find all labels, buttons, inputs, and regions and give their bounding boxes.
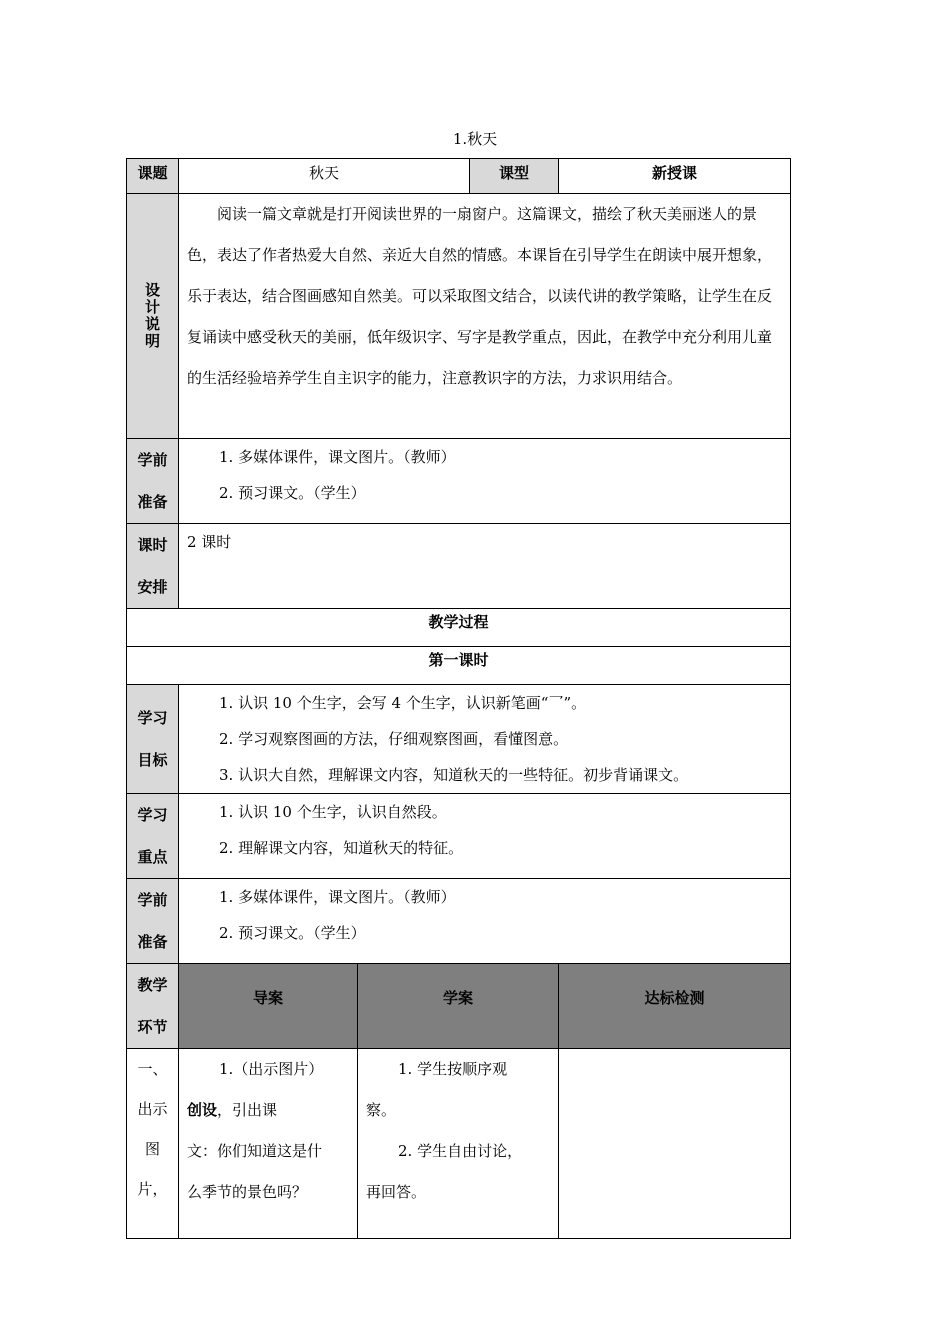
focus-label: 学习 重点: [127, 794, 179, 879]
schedule-row: [127, 524, 791, 609]
goals-label: 学习 目标: [127, 685, 179, 794]
goal-item: 1. 认识 10 个生字，会写 4 个生字，认识新笔画“乛”。: [219, 694, 587, 712]
type-label: 课型: [470, 159, 559, 194]
lesson-plan-table: [126, 158, 791, 1239]
focus-item: 2. 理解课文内容，知道秋天的特征。: [219, 839, 464, 857]
stage1-check: [559, 1049, 791, 1239]
focus-content: [179, 794, 791, 879]
prep1-item: 2. 预习课文。（学生）: [219, 484, 366, 502]
emphasis-text: 创设: [187, 1101, 218, 1119]
topic-label: 课题: [127, 159, 179, 194]
stage1-guide: 1.（出示图片） 创设，引出课 文：你们知道这是什 么季节的景色吗？: [179, 1049, 358, 1239]
col-guide-header: 导案: [179, 964, 358, 1049]
schedule-label: 课时 安排: [127, 524, 179, 609]
prep1-row: [127, 439, 791, 524]
prep2-label: 学前 准备: [127, 879, 179, 964]
goals-row: [127, 685, 791, 794]
goals-content: [179, 685, 791, 794]
document-title: 1.秋天: [452, 130, 498, 148]
col-study-header: 学案: [358, 964, 559, 1049]
lesson1-title: 第一课时: [127, 647, 791, 685]
focus-item: 1. 认识 10 个生字，认识自然段。: [219, 803, 447, 821]
prep2-item: 2. 预习课文。（学生）: [219, 924, 366, 942]
stage1-label: 一、 出示 图 片，: [127, 1049, 179, 1239]
stage-header-row: [127, 964, 791, 1049]
schedule-value: 2 课时: [179, 524, 791, 609]
goal-item: 3. 认识大自然，理解课文内容，知道秋天的一些特征。初步背诵课文。: [219, 766, 689, 784]
focus-row: [127, 794, 791, 879]
process-title: 教学过程: [127, 609, 791, 647]
topic-row: [127, 159, 791, 194]
stage-label: 教学 环节: [127, 964, 179, 1049]
stage1-study: 1. 学生按顺序观 察。 2. 学生自由讨论， 再回答。: [358, 1049, 559, 1239]
type-value: 新授课: [559, 159, 791, 194]
prep2-content: [179, 879, 791, 964]
prep1-label: 学前 准备: [127, 439, 179, 524]
design-text: 阅读一篇文章就是打开阅读世界的一扇窗户。这篇课文，描绘了秋天美丽迷人的景色，表达了作者热爱大自然、亲近大自然的情感。本课旨在引导学生在朗读中展开想象，乐于表达，结合图画感知自然美。可以采取图文结合，以读代讲的教学策略，让学生在反复诵读中感受秋天的美丽，低年级识字、写字是教学重点，因此，在教学中充分利用儿童的生活经验培养学生自主识字的能力，注意教识字的方法，力求识用结合。: [187, 205, 773, 387]
col-check-header: 达标检测: [559, 964, 791, 1049]
goal-item: 2. 学习观察图画的方法，仔细观察图画，看懂图意。: [219, 730, 569, 748]
stage1-row: [127, 1049, 791, 1239]
prep2-item: 1. 多媒体课件，课文图片。（教师）: [219, 888, 456, 906]
design-text-cell: [179, 194, 791, 439]
design-row: [127, 194, 791, 439]
prep2-row: [127, 879, 791, 964]
process-title-row: [127, 609, 791, 647]
prep1-item: 1. 多媒体课件，课文图片。（教师）: [219, 448, 456, 466]
topic-value: 秋天: [179, 159, 470, 194]
prep1-content: [179, 439, 791, 524]
design-label: 设 计 说 明: [127, 194, 179, 439]
lesson1-title-row: [127, 647, 791, 685]
